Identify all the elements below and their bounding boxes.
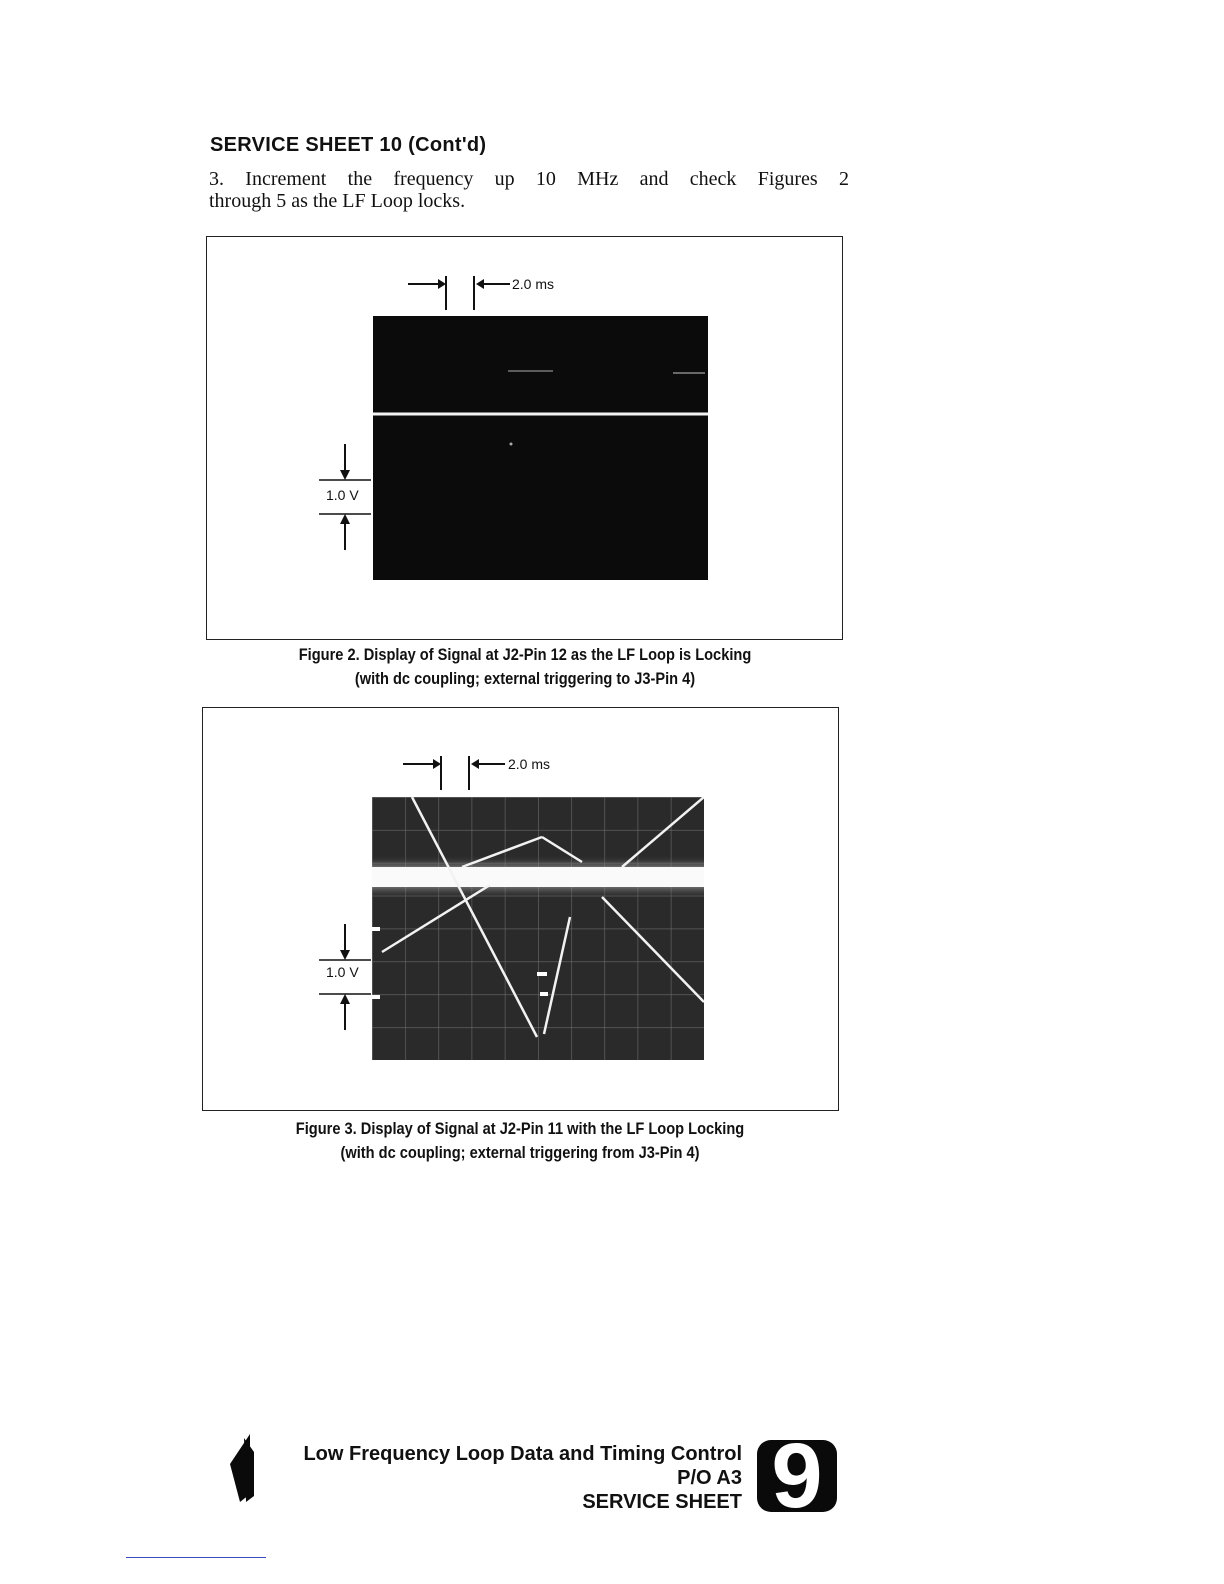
section-heading: SERVICE SHEET 10 (Cont'd) <box>210 134 487 156</box>
figure-2-caption-line-2: (with dc coupling; external triggering to J3-Pin 4) <box>354 669 696 688</box>
figure-3-caption-line-2: (with dc coupling; external triggering from J3-Pin 4) <box>340 1143 700 1162</box>
footer-title-line-2: P/O A3 <box>677 1467 742 1489</box>
intro-line-2: through 5 as the LF Loop locks. <box>209 190 466 212</box>
intro-paragraph <box>209 168 849 212</box>
figure-2-caption-line-1: Figure 2. Display of Signal at J2-Pin 12 as the LF Loop is Locking <box>298 645 752 664</box>
figure-3-time-label: 2.0 ms <box>508 756 551 772</box>
sheet-number-badge <box>757 1440 837 1512</box>
figure-3-scope-display <box>372 797 704 1060</box>
figure-2-time-label: 2.0 ms <box>512 276 555 292</box>
footer-title-line-3: SERVICE SHEET <box>582 1491 742 1513</box>
footer-title <box>303 1442 742 1514</box>
figure-2-volt-label: 1.0 V <box>326 487 359 503</box>
figure-2-caption <box>250 643 800 691</box>
footer-title-line-1: Low Frequency Loop Data and Timing Control <box>303 1443 742 1465</box>
figure-3-caption-line-1: Figure 3. Display of Signal at J2-Pin 11 with the LF Loop Locking <box>295 1119 745 1138</box>
figure-3-volt-label: 1.0 V <box>326 964 359 980</box>
sheet-number: 9 <box>771 1440 823 1512</box>
figure-2-scope-display <box>373 316 708 580</box>
intro-line-1: 3. Increment the frequency up 10 MHz and check Figures 2 <box>209 168 849 190</box>
figure-3-caption <box>245 1117 795 1165</box>
bottom-rule <box>126 1557 266 1558</box>
left-arrow-icon[interactable] <box>226 1432 266 1504</box>
